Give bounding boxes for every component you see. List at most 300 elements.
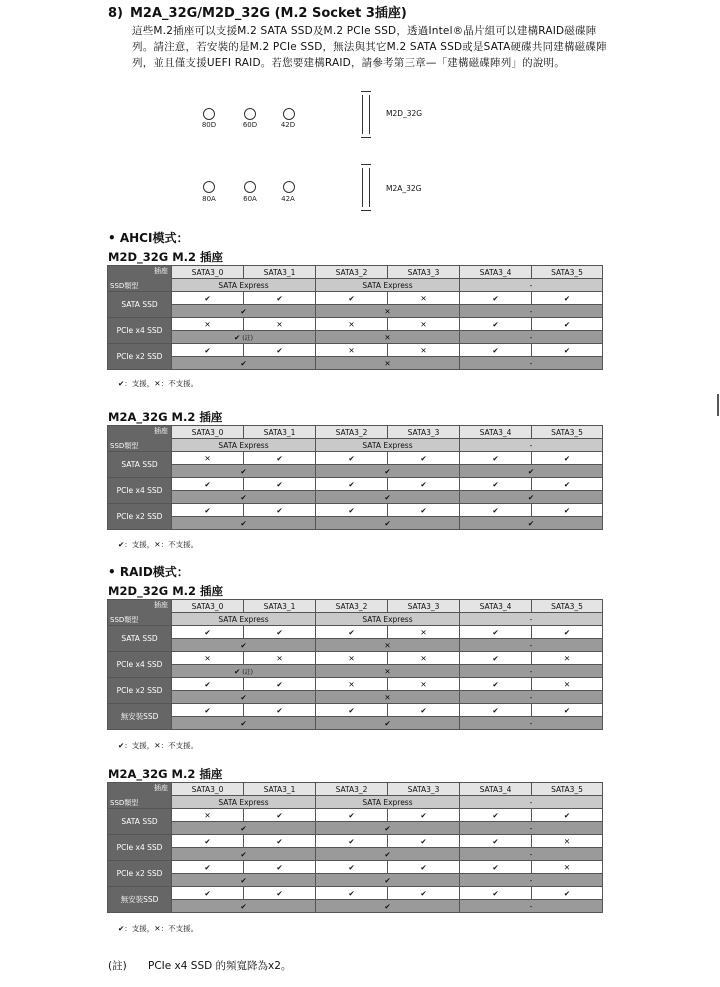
- support-cell: ✕: [316, 318, 388, 331]
- express-support-cell: [172, 900, 316, 913]
- express-support-cell: [172, 848, 316, 861]
- express-cell: SATA Express: [172, 613, 316, 626]
- support-cell: ✔: [388, 809, 460, 822]
- support-mark: ✔: [240, 849, 247, 859]
- express-support-cell: [172, 874, 316, 887]
- support-mark: ✕: [384, 332, 391, 342]
- column-header: SATA3_1: [244, 266, 316, 279]
- support-cell: ✔: [172, 504, 244, 517]
- section-number: 8): [108, 6, 123, 21]
- support-cell: ✔: [388, 887, 460, 900]
- express-support-cell: [460, 491, 603, 504]
- support-mark: ✔: [384, 901, 391, 911]
- row-label: PCIe x4 SSD: [108, 478, 172, 504]
- column-header: SATA3_3: [388, 426, 460, 439]
- slot-label: 60D: [242, 121, 258, 129]
- support-mark: -: [529, 358, 533, 368]
- table-row: [108, 305, 603, 318]
- support-cell: ✔: [244, 887, 316, 900]
- column-header: SATA3_4: [460, 600, 532, 613]
- support-mark: ✕: [384, 358, 391, 368]
- legend: ✔：支援，✕：不支援。: [118, 741, 199, 750]
- table-row: [108, 874, 603, 887]
- support-cell: ✕: [532, 861, 603, 874]
- support-mark: ✔: [384, 466, 391, 476]
- support-cell: ✔: [172, 344, 244, 357]
- support-mark: ✔: [240, 640, 247, 650]
- support-mark: -: [529, 901, 533, 911]
- connector-label: M2A_32G: [386, 184, 422, 193]
- support-cell: ✕: [532, 678, 603, 691]
- express-cell: SATA Express: [316, 796, 460, 809]
- corner-socket-label: 插座: [154, 427, 168, 435]
- support-cell: ✔: [532, 478, 603, 491]
- support-cell: ✔: [244, 809, 316, 822]
- support-mark: -: [529, 332, 533, 342]
- support-cell: ✕: [172, 809, 244, 822]
- support-mark: -: [529, 718, 533, 728]
- table-title: M2D_32G M.2 插座: [108, 584, 224, 598]
- table-row: [108, 822, 603, 835]
- row-label: PCIe x2 SSD: [108, 861, 172, 887]
- support-mark: ✔: [240, 358, 247, 368]
- slot-hole-icon: [283, 108, 295, 120]
- column-header: SATA3_0: [172, 266, 244, 279]
- table-row: [108, 900, 603, 913]
- row-label: PCIe x2 SSD: [108, 504, 172, 530]
- support-mark: ✕: [384, 692, 391, 702]
- support-mark: ✔: [240, 466, 247, 476]
- support-mark: ✔: [240, 518, 247, 528]
- table-row: [108, 491, 603, 504]
- slot-hole-icon: [203, 181, 215, 193]
- express-support-cell: [460, 305, 603, 318]
- support-cell: ✔: [316, 626, 388, 639]
- support-mark: -: [529, 823, 533, 833]
- legend: ✔：支援，✕：不支援。: [118, 924, 199, 933]
- footnote-mark: (註): [242, 334, 253, 342]
- slot-hole-icon: [203, 108, 215, 120]
- support-cell: ✔: [172, 835, 244, 848]
- column-header: SATA3_4: [460, 266, 532, 279]
- slot-hole-icon: [244, 108, 256, 120]
- intro-paragraph: 這些M.2插座可以支援M.2 SATA SSD及M.2 PCIe SSD，透過Intel®晶片組可以建構RAID磁碟陣列。請注意，若安裝的是M.2 PCIe SSD，無法與其它M.2 SATA SSD或是SATA硬碟共同建構磁碟陣列，並且僅支援UEFI RAID。若您要建構RAID，請參考第三章—「建構磁碟陣列」的說明。: [132, 25, 607, 69]
- express-support-cell: [460, 717, 603, 730]
- corner-socket-label: 插座: [154, 267, 168, 275]
- section-title-text: M2A_32G/M2D_32G (M.2 Socket 3插座): [130, 6, 407, 21]
- table-corner: [108, 600, 172, 626]
- support-mark: ✔: [234, 666, 241, 676]
- support-cell: ✕: [316, 678, 388, 691]
- support-cell: ✔: [460, 478, 532, 491]
- support-mark: ✔: [384, 518, 391, 528]
- table-row: [108, 357, 603, 370]
- support-cell: ✔: [460, 318, 532, 331]
- support-cell: ✔: [388, 861, 460, 874]
- express-support-cell: [316, 491, 460, 504]
- table-row: [108, 318, 603, 331]
- support-table: [107, 599, 603, 730]
- support-mark: ✔: [527, 492, 535, 502]
- table-row: [108, 665, 603, 678]
- support-cell: ✕: [532, 652, 603, 665]
- row-label: PCIe x4 SSD: [108, 652, 172, 678]
- express-cell: -: [460, 279, 603, 292]
- express-support-cell: [172, 822, 316, 835]
- support-cell: ✔: [244, 344, 316, 357]
- express-cell: SATA Express: [316, 439, 460, 452]
- column-header: SATA3_2: [316, 600, 388, 613]
- support-mark: ✕: [384, 306, 391, 316]
- column-header: SATA3_5: [532, 426, 603, 439]
- express-row: [108, 439, 603, 452]
- scrollbar-thumb[interactable]: [717, 394, 719, 416]
- express-support-cell: [460, 639, 603, 652]
- support-mark: -: [529, 306, 533, 316]
- express-cell: SATA Express: [316, 613, 460, 626]
- table-corner: [108, 266, 172, 292]
- column-header: SATA3_2: [316, 266, 388, 279]
- table-row: [108, 717, 603, 730]
- slot-label: 80A: [202, 195, 216, 203]
- column-header: SATA3_4: [460, 426, 532, 439]
- column-header: SATA3_0: [172, 600, 244, 613]
- row-label: PCIe x2 SSD: [108, 344, 172, 370]
- corner-ssd-type-label: SSD類型: [110, 282, 139, 290]
- slot-label: 42A: [281, 195, 295, 203]
- table-row: [108, 452, 603, 465]
- corner-socket-label: 插座: [154, 784, 168, 792]
- support-cell: ✔: [172, 678, 244, 691]
- raid-mode-heading: • RAID模式：: [108, 565, 189, 579]
- support-cell: ✕: [388, 678, 460, 691]
- express-cell: -: [460, 796, 603, 809]
- express-support-cell: [460, 331, 603, 344]
- support-cell: ✔: [532, 887, 603, 900]
- slot-label: 80D: [201, 121, 217, 129]
- slot-label: 42D: [280, 121, 296, 129]
- column-header: SATA3_0: [172, 783, 244, 796]
- table-corner: [108, 426, 172, 452]
- express-cell: SATA Express: [172, 439, 316, 452]
- support-cell: ✔: [460, 292, 532, 305]
- column-header: SATA3_3: [388, 266, 460, 279]
- m2-connector-icon: [361, 164, 371, 211]
- express-support-cell: [316, 874, 460, 887]
- support-mark: -: [529, 875, 533, 885]
- row-label: SATA SSD: [108, 452, 172, 478]
- table-row: [108, 292, 603, 305]
- support-cell: ✔: [460, 504, 532, 517]
- support-mark: ✔: [384, 492, 391, 502]
- support-cell: ✔: [172, 626, 244, 639]
- footnote-mark: (註): [242, 668, 253, 676]
- express-support-cell: [316, 848, 460, 861]
- support-table: [107, 782, 603, 913]
- row-label: 無安裝SSD: [108, 887, 172, 913]
- table-row: [108, 678, 603, 691]
- support-cell: ✔: [532, 318, 603, 331]
- express-support-cell: [316, 517, 460, 530]
- support-cell: ✔: [460, 344, 532, 357]
- express-support-cell: [460, 465, 603, 478]
- row-label: SATA SSD: [108, 809, 172, 835]
- support-cell: ✔: [388, 452, 460, 465]
- support-cell: ✕: [388, 652, 460, 665]
- express-support-cell: [172, 305, 316, 318]
- support-cell: ✕: [172, 318, 244, 331]
- support-mark: ✔: [240, 306, 247, 316]
- table-row: [108, 691, 603, 704]
- table-row: [108, 504, 603, 517]
- support-mark: ✔: [240, 692, 247, 702]
- footnote-key: (註): [108, 960, 127, 972]
- table-corner: [108, 783, 172, 809]
- express-cell: SATA Express: [172, 796, 316, 809]
- support-cell: ✕: [316, 652, 388, 665]
- support-mark: ✔: [384, 875, 391, 885]
- support-mark: ✔: [240, 492, 247, 502]
- support-cell: ✔: [244, 678, 316, 691]
- table-row: [108, 835, 603, 848]
- express-cell: SATA Express: [316, 279, 460, 292]
- table-row: [108, 626, 603, 639]
- column-header: SATA3_5: [532, 783, 603, 796]
- support-cell: ✔: [244, 861, 316, 874]
- support-cell: ✔: [172, 292, 244, 305]
- express-support-cell: [316, 357, 460, 370]
- express-support-cell: [460, 900, 603, 913]
- header-row: [108, 266, 603, 279]
- express-support-cell: [316, 665, 460, 678]
- table-row: [108, 887, 603, 900]
- table-row: [108, 478, 603, 491]
- support-cell: ✔: [460, 887, 532, 900]
- table-title: M2A_32G M.2 插座: [108, 410, 223, 424]
- support-cell: ✔: [244, 835, 316, 848]
- column-header: SATA3_1: [244, 426, 316, 439]
- support-cell: ✔: [460, 626, 532, 639]
- support-cell: ✔: [460, 704, 532, 717]
- express-support-cell: [316, 900, 460, 913]
- support-mark: ✔: [240, 823, 247, 833]
- express-support-cell: [172, 691, 316, 704]
- support-cell: ✕: [532, 835, 603, 848]
- support-cell: ✔: [460, 452, 532, 465]
- support-cell: ✕: [244, 318, 316, 331]
- row-label: PCIe x4 SSD: [108, 318, 172, 344]
- footnote-text: PCIe x4 SSD 的頻寬降為x2。: [148, 960, 292, 972]
- support-cell: ✔: [244, 478, 316, 491]
- express-support-cell: [172, 465, 316, 478]
- legend: ✔：支援，✕：不支援。: [118, 379, 199, 388]
- column-header: SATA3_2: [316, 426, 388, 439]
- support-cell: ✕: [316, 344, 388, 357]
- express-support-cell: [172, 331, 316, 344]
- support-mark: ✔: [384, 718, 391, 728]
- express-cell: -: [460, 439, 603, 452]
- express-support-cell: [172, 639, 316, 652]
- express-support-cell: [316, 331, 460, 344]
- table-row: [108, 465, 603, 478]
- support-table: [107, 265, 603, 370]
- connector-label: M2D_32G: [386, 109, 423, 118]
- column-header: SATA3_2: [316, 783, 388, 796]
- table-row: [108, 639, 603, 652]
- table-row: [108, 344, 603, 357]
- support-mark: ✔: [234, 332, 241, 342]
- express-support-cell: [460, 874, 603, 887]
- support-mark: ✕: [384, 640, 391, 650]
- support-cell: ✕: [388, 292, 460, 305]
- express-row: [108, 613, 603, 626]
- support-cell: ✔: [316, 835, 388, 848]
- corner-ssd-type-label: SSD類型: [110, 616, 139, 624]
- express-row: [108, 279, 603, 292]
- support-mark: ✔: [240, 875, 247, 885]
- header-row: [108, 783, 603, 796]
- support-cell: ✔: [532, 809, 603, 822]
- support-cell: ✔: [244, 626, 316, 639]
- slot-hole-icon: [283, 181, 295, 193]
- table-row: [108, 704, 603, 717]
- column-header: SATA3_3: [388, 600, 460, 613]
- support-mark: -: [529, 666, 533, 676]
- row-label: SATA SSD: [108, 292, 172, 318]
- table-row: [108, 809, 603, 822]
- support-cell: ✕: [388, 344, 460, 357]
- support-table: [107, 425, 603, 530]
- express-support-cell: [316, 639, 460, 652]
- row-label: PCIe x2 SSD: [108, 678, 172, 704]
- table-row: [108, 848, 603, 861]
- express-support-cell: [460, 822, 603, 835]
- header-row: [108, 426, 603, 439]
- support-mark: ✕: [384, 666, 391, 676]
- row-label: 無安裝SSD: [108, 704, 172, 730]
- support-cell: ✔: [172, 887, 244, 900]
- support-cell: ✔: [460, 652, 532, 665]
- support-mark: ✔: [527, 518, 535, 528]
- column-header: SATA3_1: [244, 783, 316, 796]
- support-mark: ✔: [384, 823, 391, 833]
- legend: ✔：支援，✕：不支援。: [118, 540, 199, 549]
- corner-ssd-type-label: SSD類型: [110, 442, 139, 450]
- express-cell: SATA Express: [172, 279, 316, 292]
- support-cell: ✕: [388, 626, 460, 639]
- section-title: [108, 2, 407, 21]
- corner-ssd-type-label: SSD類型: [110, 799, 139, 807]
- support-mark: -: [529, 640, 533, 650]
- support-mark: -: [529, 692, 533, 702]
- express-support-cell: [172, 491, 316, 504]
- express-support-cell: [316, 822, 460, 835]
- express-support-cell: [172, 665, 316, 678]
- support-cell: ✔: [532, 504, 603, 517]
- express-support-cell: [316, 465, 460, 478]
- ahci-mode-heading: • AHCI模式：: [108, 231, 189, 245]
- table-title: M2A_32G M.2 插座: [108, 767, 223, 781]
- support-cell: ✕: [172, 452, 244, 465]
- table-row: [108, 331, 603, 344]
- support-cell: ✔: [244, 504, 316, 517]
- support-cell: ✔: [388, 478, 460, 491]
- support-cell: ✔: [172, 478, 244, 491]
- column-header: SATA3_0: [172, 426, 244, 439]
- support-cell: ✔: [388, 835, 460, 848]
- support-cell: ✔: [532, 452, 603, 465]
- support-cell: ✔: [316, 809, 388, 822]
- support-cell: ✔: [172, 861, 244, 874]
- support-cell: ✔: [460, 861, 532, 874]
- support-cell: ✕: [388, 318, 460, 331]
- column-header: SATA3_3: [388, 783, 460, 796]
- express-support-cell: [172, 517, 316, 530]
- support-cell: ✔: [316, 452, 388, 465]
- table-row: [108, 861, 603, 874]
- column-header: SATA3_1: [244, 600, 316, 613]
- express-support-cell: [460, 691, 603, 704]
- support-cell: ✔: [244, 704, 316, 717]
- express-support-cell: [172, 357, 316, 370]
- express-support-cell: [316, 691, 460, 704]
- table-row: [108, 652, 603, 665]
- support-cell: ✔: [532, 344, 603, 357]
- column-header: SATA3_4: [460, 783, 532, 796]
- m2-connector-icon: [361, 91, 371, 138]
- express-support-cell: [316, 717, 460, 730]
- row-label: PCIe x4 SSD: [108, 835, 172, 861]
- support-cell: ✔: [388, 504, 460, 517]
- support-cell: ✔: [244, 452, 316, 465]
- support-cell: ✔: [244, 292, 316, 305]
- support-mark: ✔: [240, 901, 247, 911]
- support-cell: ✔: [460, 809, 532, 822]
- support-cell: ✕: [172, 652, 244, 665]
- support-cell: ✔: [460, 678, 532, 691]
- support-cell: ✔: [172, 704, 244, 717]
- table-row: [108, 517, 603, 530]
- support-cell: ✔: [388, 704, 460, 717]
- support-mark: ✔: [527, 466, 535, 476]
- footnote: [108, 958, 291, 973]
- express-cell: -: [460, 613, 603, 626]
- column-header: SATA3_5: [532, 266, 603, 279]
- support-cell: ✔: [316, 478, 388, 491]
- column-header: SATA3_5: [532, 600, 603, 613]
- support-mark: ✔: [240, 718, 247, 728]
- support-cell: ✔: [316, 504, 388, 517]
- express-row: [108, 796, 603, 809]
- support-cell: ✔: [460, 835, 532, 848]
- support-cell: ✔: [532, 626, 603, 639]
- support-cell: ✔: [316, 704, 388, 717]
- support-mark: -: [529, 849, 533, 859]
- express-support-cell: [460, 665, 603, 678]
- support-cell: ✔: [316, 861, 388, 874]
- corner-socket-label: 插座: [154, 601, 168, 609]
- support-cell: ✔: [532, 704, 603, 717]
- support-cell: ✔: [316, 887, 388, 900]
- express-support-cell: [460, 357, 603, 370]
- support-cell: ✔: [532, 292, 603, 305]
- table-title: M2D_32G M.2 插座: [108, 250, 224, 264]
- express-support-cell: [172, 717, 316, 730]
- support-mark: ✔: [384, 849, 391, 859]
- express-support-cell: [316, 305, 460, 318]
- header-row: [108, 600, 603, 613]
- slot-label: 60A: [243, 195, 257, 203]
